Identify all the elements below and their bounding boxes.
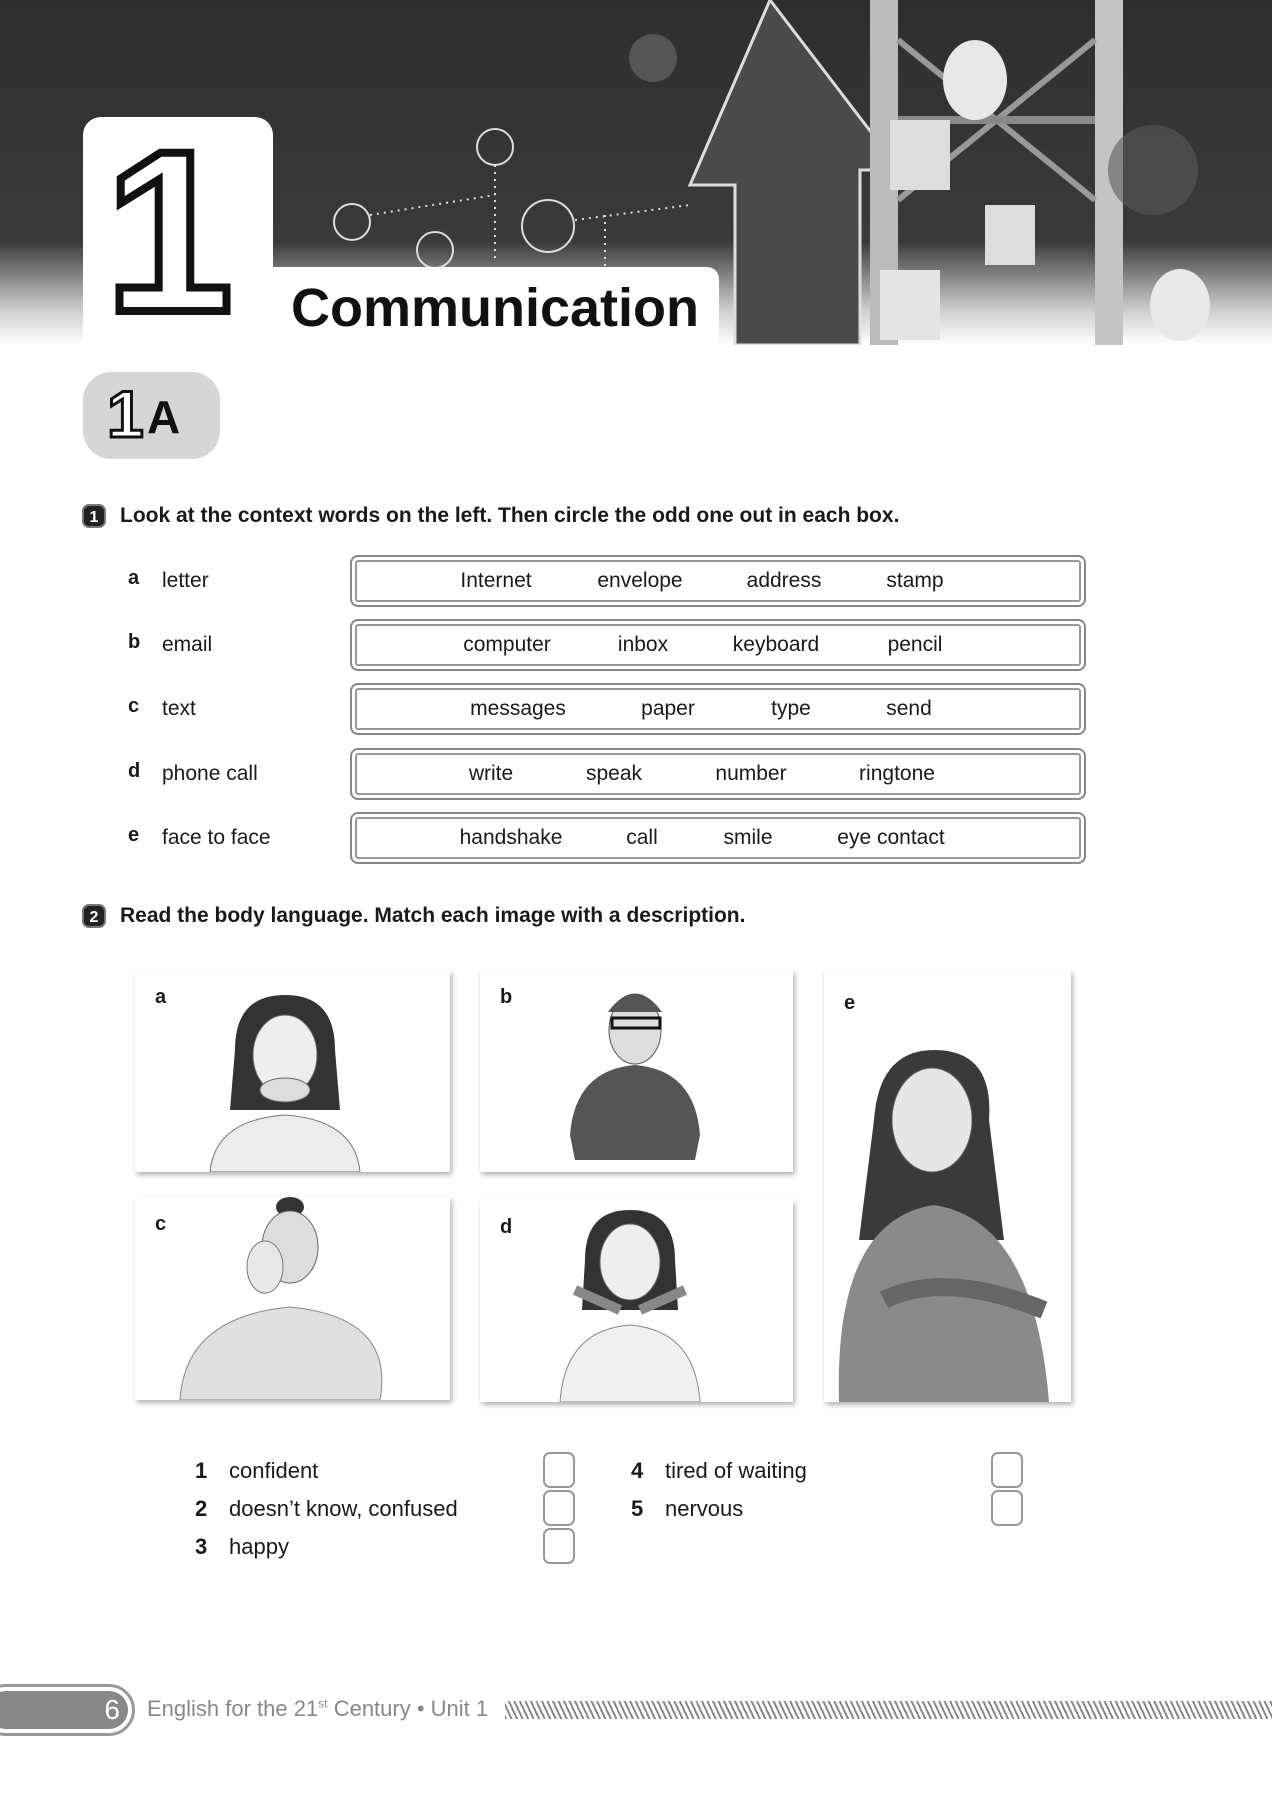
lesson-letter: A bbox=[147, 391, 181, 443]
description-text: nervous bbox=[665, 1496, 744, 1521]
image-label: a bbox=[155, 986, 167, 1008]
word-box bbox=[350, 683, 1086, 735]
image-d-happy-girl bbox=[480, 1200, 793, 1402]
word-box bbox=[350, 748, 1086, 800]
description-item bbox=[631, 1458, 807, 1484]
option-word[interactable]: address bbox=[746, 569, 822, 592]
option-word[interactable]: type bbox=[771, 697, 811, 720]
context-word: phone call bbox=[162, 762, 258, 785]
option-word[interactable]: computer bbox=[463, 633, 551, 656]
exercise-1-row bbox=[128, 683, 1088, 735]
option-word[interactable]: paper bbox=[641, 697, 695, 720]
row-letter: b bbox=[128, 631, 141, 653]
option-word[interactable]: speak bbox=[585, 762, 643, 785]
context-word: letter bbox=[162, 569, 209, 592]
image-b-confused-man bbox=[480, 970, 793, 1172]
description-number: 5 bbox=[631, 1496, 644, 1521]
option-word[interactable]: call bbox=[626, 826, 658, 849]
wifi-icon bbox=[522, 200, 574, 252]
option-word[interactable]: handshake bbox=[459, 826, 563, 849]
image-c-yawning-woman bbox=[135, 1197, 450, 1400]
page-number: 6 bbox=[104, 1694, 120, 1725]
description-number: 4 bbox=[631, 1458, 644, 1483]
exercise-1-row bbox=[128, 812, 1088, 864]
image-label: c bbox=[155, 1213, 167, 1235]
location-icon bbox=[477, 129, 513, 165]
row-letter: c bbox=[128, 695, 140, 717]
option-word[interactable]: write bbox=[468, 762, 514, 785]
page-number-badge bbox=[0, 1684, 135, 1736]
people-icon bbox=[417, 232, 453, 268]
description-number: 3 bbox=[195, 1534, 208, 1559]
instruction-text: Read the body language. Match each image with a description. bbox=[120, 904, 746, 927]
option-word[interactable]: ringtone bbox=[859, 762, 935, 785]
answer-box[interactable] bbox=[543, 1490, 575, 1526]
option-word[interactable]: stamp bbox=[886, 569, 944, 592]
image-a-nervous-woman bbox=[135, 970, 450, 1172]
exercise-number-badge: 2 bbox=[82, 904, 106, 928]
footer-hatch-divider bbox=[505, 1701, 1272, 1719]
option-word[interactable]: inbox bbox=[617, 633, 669, 656]
answer-box[interactable] bbox=[543, 1528, 575, 1564]
unit-title: Communication bbox=[291, 278, 700, 338]
description-item bbox=[195, 1534, 289, 1560]
option-word[interactable]: envelope bbox=[597, 569, 683, 592]
description-text: confident bbox=[229, 1458, 319, 1483]
exercise-1-row bbox=[128, 748, 1088, 800]
unit-number: 1 bbox=[105, 103, 233, 360]
image-e-confident-woman bbox=[824, 970, 1071, 1402]
image-label: d bbox=[500, 1216, 513, 1238]
footer-unit: Century • Unit 1 bbox=[327, 1696, 489, 1721]
option-word[interactable]: messages bbox=[470, 697, 566, 720]
word-box bbox=[350, 619, 1086, 671]
row-letter: a bbox=[128, 567, 140, 589]
answer-box[interactable] bbox=[991, 1452, 1023, 1488]
option-word[interactable]: number bbox=[715, 762, 787, 785]
context-word: face to face bbox=[162, 826, 271, 849]
option-word[interactable]: eye contact bbox=[837, 826, 945, 849]
description-number: 2 bbox=[195, 1496, 208, 1521]
lesson-number: 1 bbox=[107, 377, 144, 451]
row-letter: e bbox=[128, 824, 140, 846]
context-word: email bbox=[162, 633, 213, 656]
unit-number-tab bbox=[83, 103, 273, 360]
footer-text bbox=[147, 1696, 488, 1722]
image-label: e bbox=[844, 992, 856, 1014]
footer-sup: st bbox=[318, 1696, 328, 1711]
description-text: tired of waiting bbox=[665, 1458, 807, 1483]
lesson-badge bbox=[83, 372, 220, 459]
description-item bbox=[195, 1496, 458, 1522]
unit-title-box bbox=[273, 267, 719, 357]
option-word[interactable]: send bbox=[886, 697, 932, 720]
phone-icon bbox=[334, 204, 370, 240]
footer-title: English for the 21 bbox=[147, 1696, 319, 1721]
exercise-2-instruction bbox=[82, 904, 745, 928]
description-item bbox=[631, 1496, 743, 1522]
description-number: 1 bbox=[195, 1458, 208, 1483]
word-box bbox=[350, 555, 1086, 607]
option-word[interactable]: keyboard bbox=[732, 633, 820, 656]
description-item bbox=[195, 1458, 318, 1484]
image-label: b bbox=[500, 986, 513, 1008]
description-text: happy bbox=[229, 1534, 289, 1559]
exercise-number-badge: 1 bbox=[82, 504, 106, 528]
exercise-1-row bbox=[128, 619, 1088, 671]
answer-box[interactable] bbox=[991, 1490, 1023, 1526]
context-word: text bbox=[162, 697, 196, 720]
option-word[interactable]: pencil bbox=[887, 633, 943, 656]
row-letter: d bbox=[128, 760, 141, 782]
exercise-1-instruction bbox=[82, 504, 899, 528]
option-word[interactable]: Internet bbox=[460, 569, 532, 592]
description-text: doesn’t know, confused bbox=[229, 1496, 458, 1521]
word-box bbox=[350, 812, 1086, 864]
instruction-text: Look at the context words on the left. Then circle the odd one out in each box. bbox=[120, 504, 900, 527]
option-word[interactable]: smile bbox=[723, 826, 773, 849]
answer-box[interactable] bbox=[543, 1452, 575, 1488]
exercise-1-row bbox=[128, 555, 1088, 607]
